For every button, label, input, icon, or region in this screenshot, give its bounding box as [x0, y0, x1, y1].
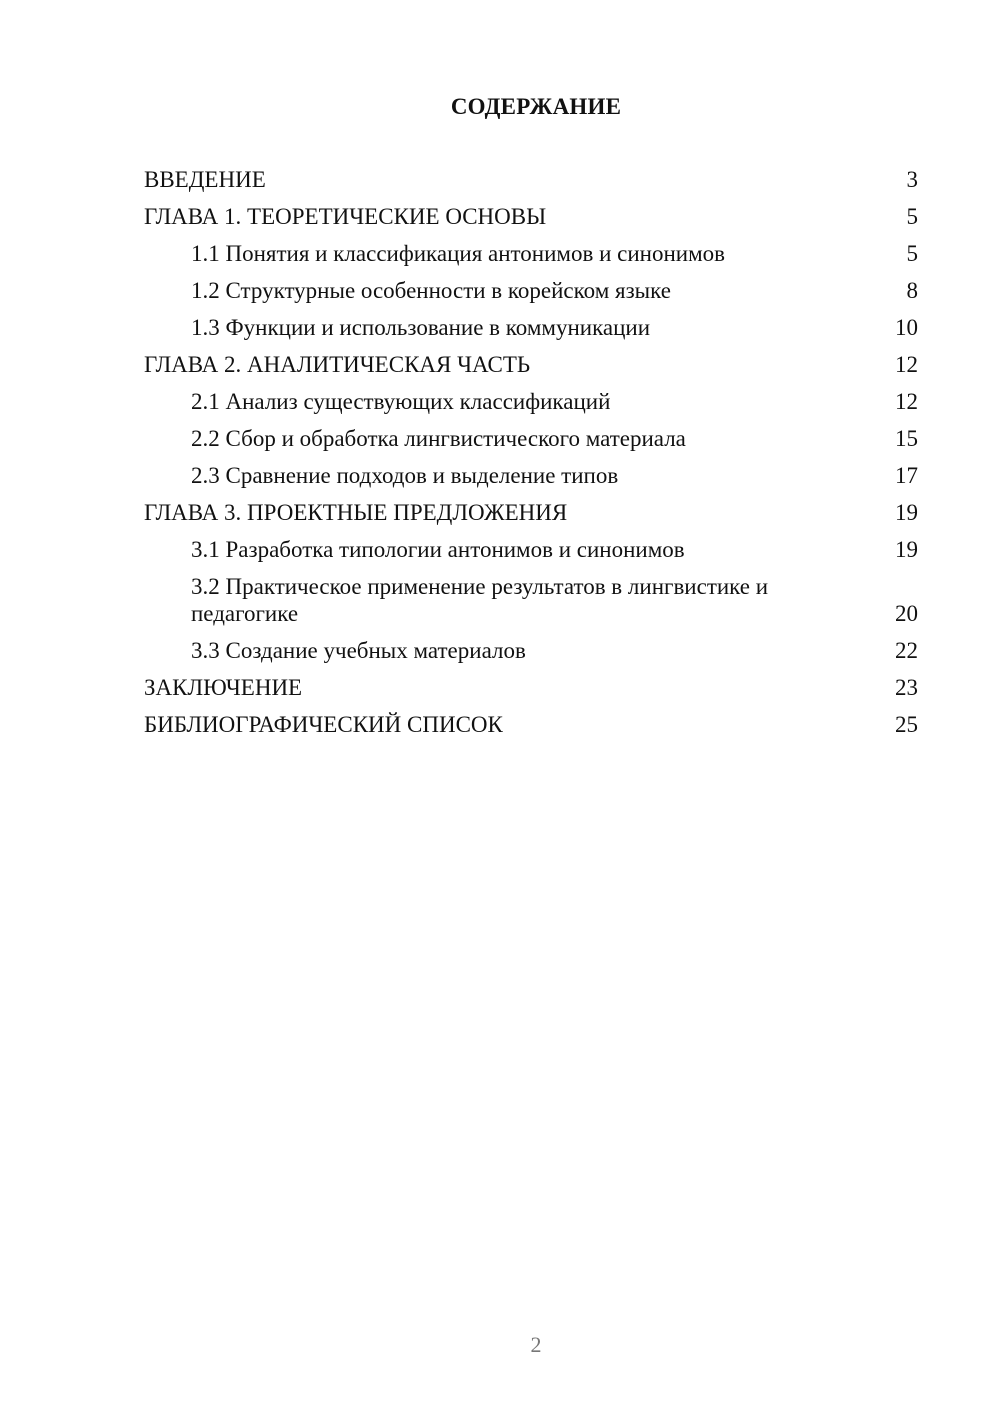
toc-entry-label: ГЛАВА 3. ПРОЕКТНЫЕ ПРЕДЛОЖЕНИЯ — [144, 500, 568, 525]
toc-entry-page: 5 — [906, 204, 918, 229]
toc-entry-section-3-1[interactable] — [144, 536, 918, 563]
toc-entry-chapter-1[interactable] — [144, 203, 918, 230]
toc-entry-page: 15 — [895, 426, 918, 451]
toc-entry-page: 25 — [895, 712, 918, 737]
toc-entry-label: 1.3 Функции и использование в коммуникации — [191, 315, 651, 340]
toc-entry-label: ВВЕДЕНИЕ — [144, 167, 266, 192]
toc-entry-label: 1.2 Структурные особенности в корейском языке — [191, 278, 671, 303]
toc-entry-section-2-3[interactable] — [144, 462, 918, 489]
toc-entry-page: 12 — [895, 389, 918, 414]
toc-entry-label: 2.2 Сбор и обработка лингвистического материала — [191, 426, 686, 451]
toc-entry-label: 3.1 Разработка типологии антонимов и синонимов — [191, 537, 685, 562]
toc-entry-page: 8 — [906, 278, 918, 303]
toc-entry-label: 2.3 Сравнение подходов и выделение типов — [191, 463, 619, 488]
toc-entry-label: 3.3 Создание учебных материалов — [191, 638, 526, 663]
toc-entry-section-2-2[interactable] — [144, 425, 918, 452]
toc-entry-label: ЗАКЛЮЧЕНИЕ — [144, 675, 303, 700]
toc-entry-page: 20 — [895, 601, 918, 626]
toc-entry-page: 5 — [906, 241, 918, 266]
toc-entry-page: 22 — [895, 638, 918, 663]
toc-entry-label: 3.2 Практическое применение результатов в лингвистике и педагогике — [191, 574, 769, 626]
toc-entry-page: 10 — [895, 315, 918, 340]
toc-entry-section-1-3[interactable] — [144, 314, 918, 341]
toc-entry-bibliography[interactable] — [144, 711, 918, 738]
toc-entry-page: 19 — [895, 500, 918, 525]
toc-entry-label: БИБЛИОГРАФИЧЕСКИЙ СПИСОК — [144, 712, 503, 737]
page-number: 2 — [530, 1332, 542, 1357]
toc-entry-section-1-1[interactable] — [144, 240, 918, 267]
toc-entry-page: 23 — [895, 675, 918, 700]
table-of-contents — [144, 166, 918, 748]
toc-entry-page: 19 — [895, 537, 918, 562]
toc-entry-section-3-3[interactable] — [144, 637, 918, 664]
page-title: СОДЕРЖАНИЕ — [450, 94, 622, 119]
toc-entry-label: 2.1 Анализ существующих классификаций — [191, 389, 611, 414]
toc-entry-section-3-2[interactable] — [144, 573, 918, 627]
toc-entry-page: 12 — [895, 352, 918, 377]
toc-entry-conclusion[interactable] — [144, 674, 918, 701]
toc-entry-introduction[interactable] — [144, 166, 918, 193]
toc-entry-chapter-2[interactable] — [144, 351, 918, 378]
toc-entry-section-2-1[interactable] — [144, 388, 918, 415]
toc-entry-page: 3 — [906, 167, 918, 192]
toc-entry-chapter-3[interactable] — [144, 499, 918, 526]
toc-entry-section-1-2[interactable] — [144, 277, 918, 304]
toc-entry-label: 1.1 Понятия и классификация антонимов и синонимов — [191, 241, 725, 266]
toc-entry-label: ГЛАВА 1. ТЕОРЕТИЧЕСКИЕ ОСНОВЫ — [144, 204, 547, 229]
toc-entry-label: ГЛАВА 2. АНАЛИТИЧЕСКАЯ ЧАСТЬ — [144, 352, 531, 377]
toc-entry-page: 17 — [895, 463, 918, 488]
